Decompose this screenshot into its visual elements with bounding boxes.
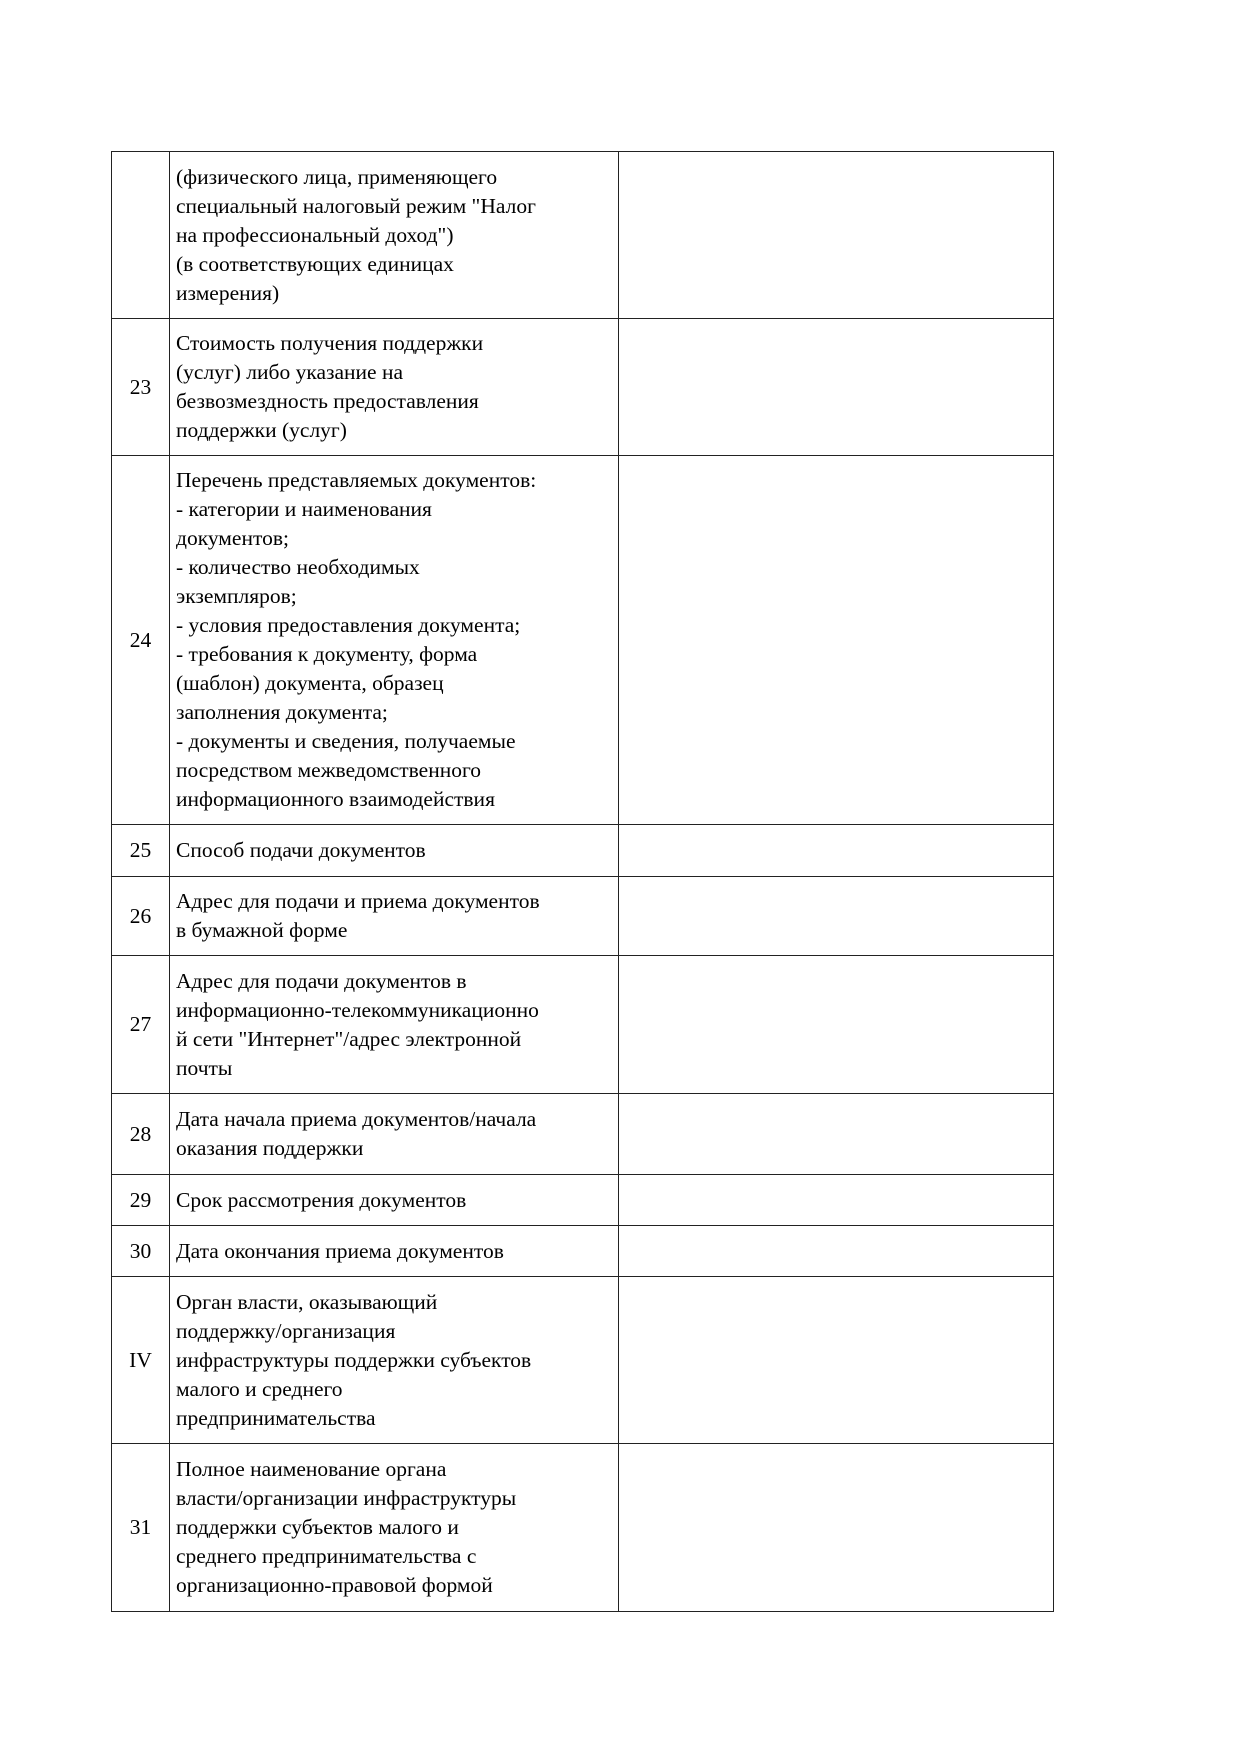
- row-value[interactable]: [619, 1175, 1054, 1226]
- row-description: Дата окончания приема документов: [170, 1226, 619, 1277]
- table-row: [112, 1175, 1054, 1226]
- row-number: 24: [112, 456, 170, 825]
- row-number: 29: [112, 1175, 170, 1226]
- row-description: (физического лица, применяющего специальный налоговый режим "Налог на профессиональный доход") (в соответствующих единицах измерения): [170, 152, 619, 319]
- table-row: [112, 825, 1054, 877]
- row-value[interactable]: [619, 319, 1054, 456]
- row-number: 27: [112, 956, 170, 1094]
- table-row: [112, 1226, 1054, 1277]
- table-row: [112, 1444, 1054, 1612]
- row-description: Перечень представляемых документов: - категории и наименования документов; - количество необходимых экземпляров; - условия предоставления документа; - требования к документу, форма (шаблон) документа, образец заполнения документа; - документы и сведения, получаемые посредством межведомственного информационного взаимодействия: [170, 456, 619, 825]
- row-description: Способ подачи документов: [170, 825, 619, 877]
- row-description: Адрес для подачи документов в информационно-телекоммуникационно й сети "Интернет"/адрес электронной почты: [170, 956, 619, 1094]
- table-row: [112, 877, 1054, 956]
- row-number: 28: [112, 1094, 170, 1175]
- row-value[interactable]: [619, 825, 1054, 877]
- table-row: [112, 456, 1054, 825]
- row-number: 31: [112, 1444, 170, 1612]
- table-row: [112, 319, 1054, 456]
- row-description: Адрес для подачи и приема документов в бумажной форме: [170, 877, 619, 956]
- row-description: Дата начала приема документов/начала оказания поддержки: [170, 1094, 619, 1175]
- row-value[interactable]: [619, 877, 1054, 956]
- row-number: 23: [112, 319, 170, 456]
- row-value[interactable]: [619, 1444, 1054, 1612]
- row-value[interactable]: [619, 1094, 1054, 1175]
- table-row: [112, 152, 1054, 319]
- row-value[interactable]: [619, 456, 1054, 825]
- row-number: 30: [112, 1226, 170, 1277]
- row-value[interactable]: [619, 1277, 1054, 1444]
- row-value[interactable]: [619, 152, 1054, 319]
- row-number: 26: [112, 877, 170, 956]
- row-number: [112, 152, 170, 319]
- row-value[interactable]: [619, 956, 1054, 1094]
- row-description: Полное наименование органа власти/организации инфраструктуры поддержки субъектов малого и среднего предпринимательства с организационно-правовой формой: [170, 1444, 619, 1612]
- row-description: Орган власти, оказывающий поддержку/организация инфраструктуры поддержки субъектов малого и среднего предпринимательства: [170, 1277, 619, 1444]
- row-value[interactable]: [619, 1226, 1054, 1277]
- table-row: [112, 1277, 1054, 1444]
- table-row: [112, 956, 1054, 1094]
- table-row: [112, 1094, 1054, 1175]
- row-description: Срок рассмотрения документов: [170, 1175, 619, 1226]
- row-number: 25: [112, 825, 170, 877]
- row-number: IV: [112, 1277, 170, 1444]
- row-description: Стоимость получения поддержки (услуг) либо указание на безвозмездность предоставления поддержки (услуг): [170, 319, 619, 456]
- form-table: [111, 151, 1054, 1612]
